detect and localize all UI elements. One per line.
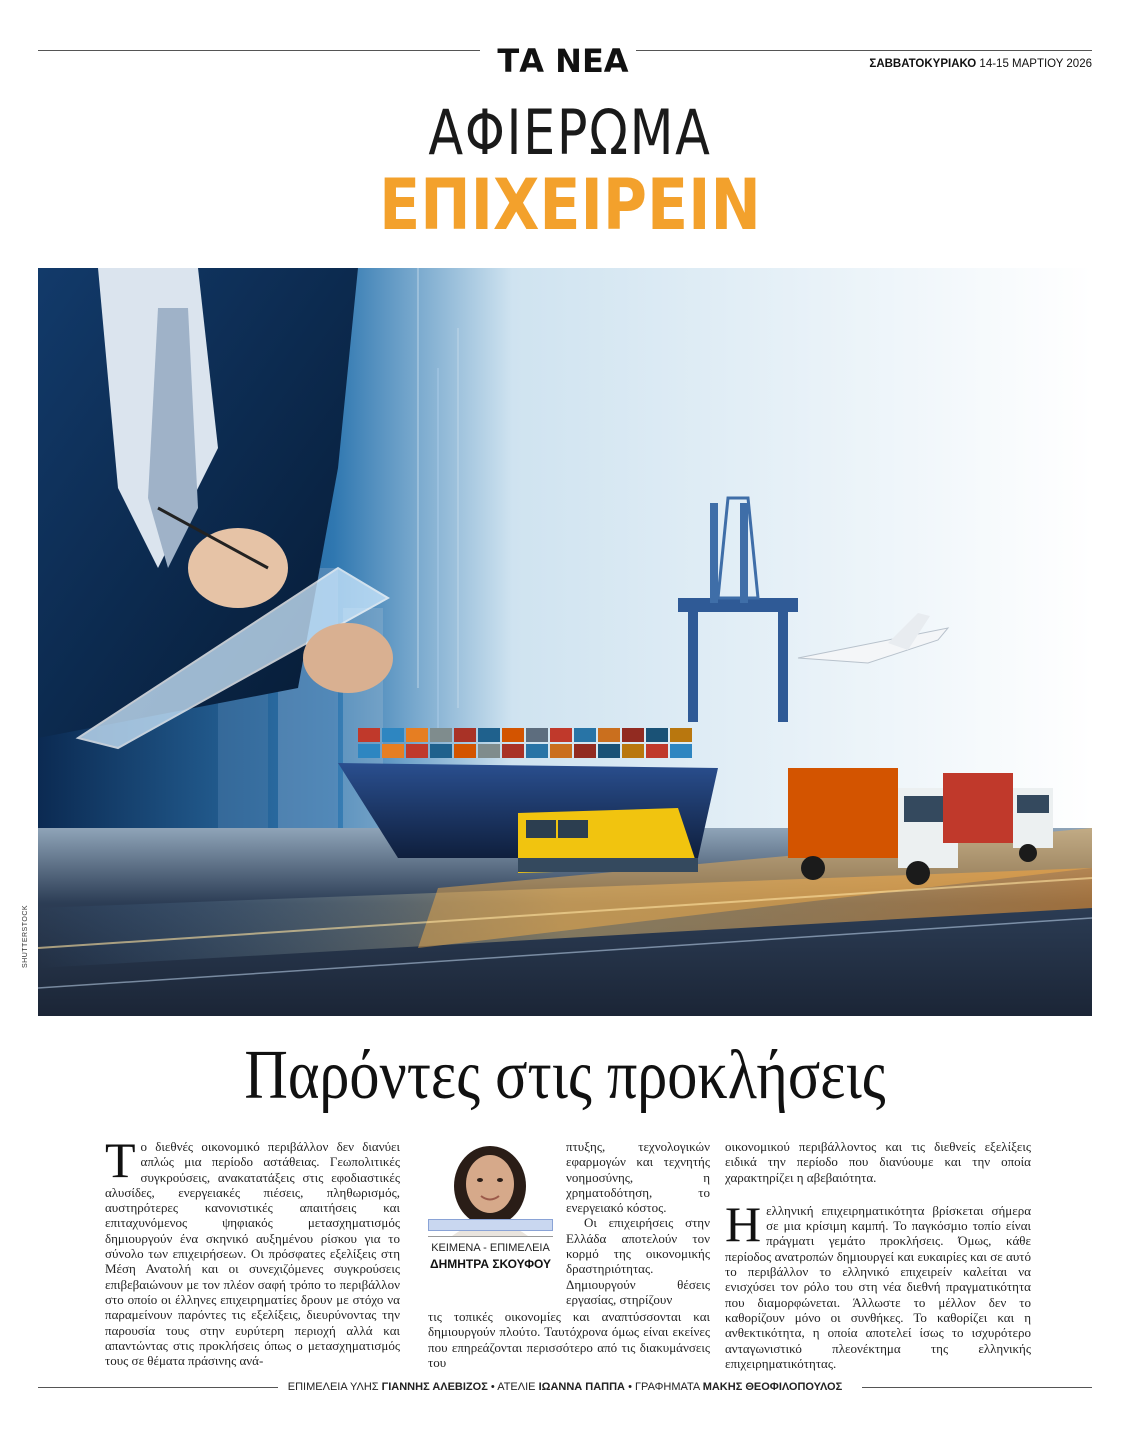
section-title-line2: ΕΠΙΧΕΙΡΕΙΝ [379, 164, 761, 246]
drop-cap: Τ [105, 1132, 136, 1188]
footer-separator: • [490, 1381, 495, 1393]
article-headline: Παρόντες στις προκλήσεις [244, 1037, 886, 1114]
article-paragraph: τις τοπικές οικονομίες και αναπτύσσονται και δημιουργούν πλούτο. Ταυτόχρονα όμως είναι εκείνες που επηρεάζονται περισσότερο από τις διακυμάνσεις του [428, 1309, 710, 1370]
issue-day: ΣΑΒΒΑΤΟΚΥΡΙΑΚΟ [869, 58, 977, 70]
article-column-3 [725, 1139, 1031, 1371]
drop-cap: Η [725, 1195, 762, 1252]
section-title-line1: ΑΦΙΕΡΩΜΑ [428, 96, 712, 169]
footer-credits [0, 1381, 1130, 1393]
byline-role: ΚΕΙΜΕΝΑ - ΕΠΙΜΕΛΕΙΑ [431, 1242, 550, 1254]
masthead-rule-left [38, 50, 480, 51]
issue-date [869, 58, 1092, 70]
portrait-caption-bar [428, 1219, 553, 1231]
article-paragraph: Οι επιχειρήσεις στην Ελλάδα αποτελούν τον κορμό της οικονομικής δραστηριότητας. Δημιουργούν θέσεις εργασίας, στηρίζουν [566, 1215, 710, 1307]
footer-label: ΓΡΑΦΗΜΑΤΑ [635, 1381, 700, 1393]
paragraph-text: ο διεθνές οικονομικό περιβάλλον δεν διανύει απλώς μια περίοδο αστάθειας. Γεωπολιτικές συγκρούσεις, ανακατατάξεις στις εφοδιαστικές αλυσίδες, ενεργειακές πιέσεις, πληθωρισμός, αυστηρότερες κανονιστικές απαιτήσεις και επιταχυνόμενος ψηφιακός μετασχηματισμός δημιουργούν ένα σκηνικό αυξημένου ρίσκου για το σύνολο των επιχειρήσεων. Οι πρόσφατες εξελίξεις στη Μέση Ανατολή και οι συνεχιζόμενες συγκρούσεις επιβεβαιώνουν με τον πλέον σαφή τρόπο το περιβάλλον στο οποίο οι έλληνες επιχειρηματίες δρουν με στόχο να παραμείνουν παρόντες τις εξελίξεις, διευρύνοντας την παρουσία τους στην ευρύτερη περιοχή αλλά και απαντώντας στις προκλήσεις όπως ο μετασχηματισμός τους σε θέματα πράσινης ανά- [105, 1139, 400, 1369]
article-column-2 [566, 1139, 710, 1307]
article-column-2-continued [428, 1309, 710, 1370]
footer-name: ΜΑΚΗΣ ΘΕΟΦΙΛΟΠΟΥΛΟΣ [702, 1381, 843, 1393]
article-paragraph: πτυξης, τεχνολογικών εφαρμογών και τεχνητής νοημοσύνης, η χρηματοδότηση, το ενεργειακό κόστος. [566, 1139, 710, 1216]
issue-date-range: 14-15 ΜΑΡΤΙΟΥ 2026 [979, 58, 1092, 70]
paragraph-text: ελληνική επιχειρηματικότητα βρίσκεται σήμερα σε μια κρίσιμη καμπή. Το παγκόσμιο τοπίο είναι πράγματι γεμάτο προκλήσεις. Όμως, κάθε περίοδος ανατροπών δημιουργεί και ευκαιρίες και σε αυτό το περιβάλλον το ελληνικό επιχειρείν καλείται να ενισχύσει τον ρόλο του στη νέα διεθνή πραγματικότητα που διαμορφώνεται. Άλλωστε το μέλλον δεν το καθορίζουν μόνο οι συνθήκες. Το καθορίζει και η ανθεκτικότητα, η οποία αποτελεί ίσως το ισχυρότερο ανταγωνιστικό πλεονέκτημα της ελληνικής επιχειρηματικότητας. [725, 1202, 1031, 1371]
article-column-1 [105, 1132, 400, 1369]
hero-image [38, 268, 1092, 1016]
byline-name: ΔΗΜΗΤΡΑ ΣΚΟΥΦΟΥ [429, 1257, 552, 1271]
photo-credit: SHUTTERSTOCK [22, 904, 29, 968]
newspaper-logo: ΤΑ ΝΕΑ [497, 42, 629, 80]
footer-separator: • [628, 1381, 632, 1393]
article-paragraph [725, 1195, 1031, 1371]
masthead-rule-right [636, 50, 1092, 51]
article-paragraph [105, 1132, 400, 1369]
footer-label: ΑΤΕΛΙΕ [497, 1381, 536, 1393]
footer-name: ΓΙΑΝΝΗΣ ΑΛΕΒΙΖΟΣ [381, 1381, 488, 1393]
byline-rule [428, 1236, 553, 1237]
footer-label: ΕΠΙΜΕΛΕΙΑ ΥΛΗΣ [287, 1381, 379, 1393]
footer-name: ΙΩΑΝΝΑ ΠΑΠΠΑ [538, 1381, 626, 1393]
article-paragraph: οικονομικού περιβάλλοντος και τις διεθνείς εξελίξεις ειδικά την περίοδο που διανύουμε και την οποία χαρακτηρίζει η αβεβαιότητα. [725, 1139, 1031, 1185]
